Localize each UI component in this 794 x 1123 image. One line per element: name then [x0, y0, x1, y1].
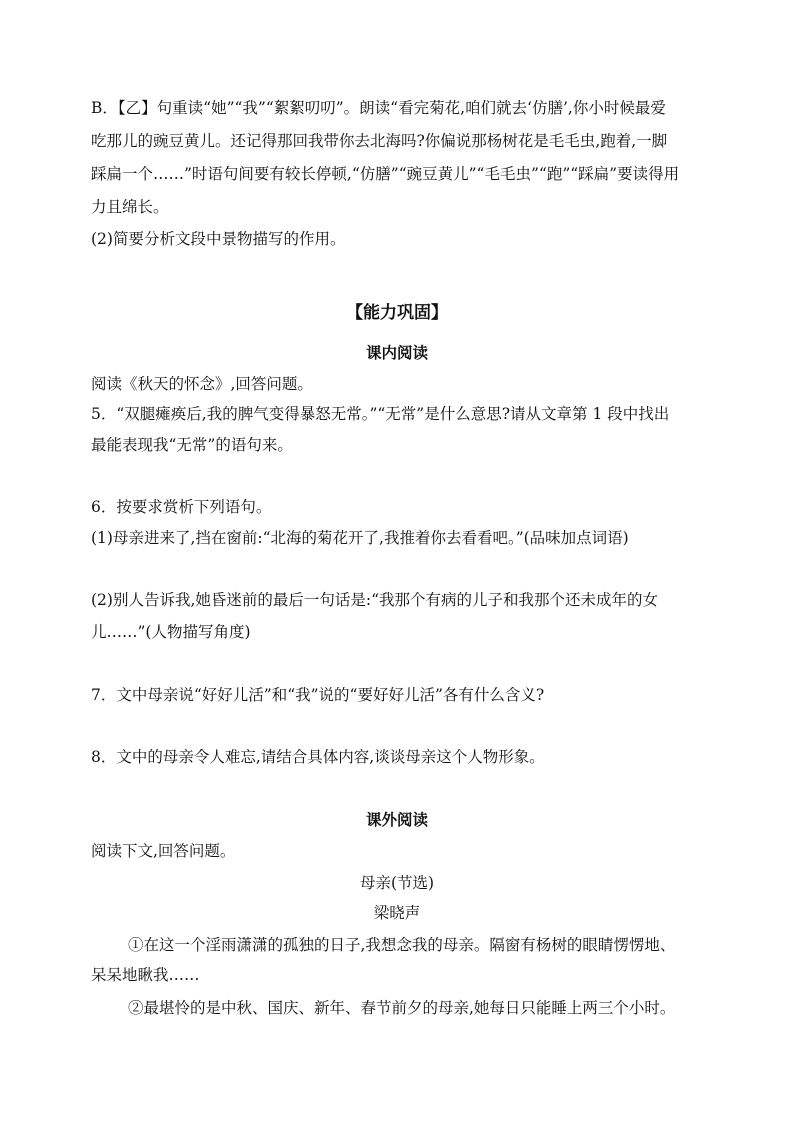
- question-5-line-2: 最能表现我“无常”的语句来。: [91, 436, 293, 454]
- option-b-line-1: B．【乙】句重读“她”“我”“絮絮叨叨”。朗读“看完菊花,咱们就去‘仿膳’,你小时候最爱: [91, 99, 666, 117]
- question-7: 7．文中母亲说“好好儿活”和“我”说的“要好好儿活”各有什么含义?: [91, 686, 545, 704]
- inclass-intro: 阅读《秋天的怀念》,回答问题。: [91, 375, 313, 393]
- article-paragraph-1-line-1: ①在这一个淫雨潇潇的孤独的日子,我想念我的母亲。隔窗有杨树的眼睛愣愣地、: [128, 936, 676, 954]
- question-5-line-1: 5．“双腿瘫痪后,我的脾气变得暴怒无常。”“无常”是什么意思?请从文章第 1 段中找出: [91, 405, 670, 423]
- outclass-intro: 阅读下文,回答问题。: [91, 842, 236, 860]
- option-b-line-3: 踩扁一个……”时语句间要有较长停顿,“仿膳”“豌豆黄儿”“毛毛虫”“跑”“踩扁”要读得用: [91, 165, 680, 183]
- section-title: 【能力巩固】: [346, 303, 448, 323]
- question-6: 6．按要求赏析下列语句。: [91, 498, 272, 516]
- article-title: 母亲(节选): [359, 874, 435, 892]
- article-paragraph-1-line-2: 呆呆地瞅我……: [91, 966, 200, 984]
- question-6-2-line-1: (2)别人告诉我,她昏迷前的最后一句话是:“我那个有病的儿子和我那个还未成年的女: [91, 591, 659, 609]
- option-b-line-4: 力且绵长。: [91, 198, 169, 216]
- outclass-reading-heading: 课外阅读: [365, 810, 428, 829]
- question-6-2-line-2: 儿……”(人物描写角度): [91, 623, 251, 641]
- option-b-line-2: 吃那儿的豌豆黄儿。还记得那回我带你去北海吗?你偏说那杨树花是毛毛虫,跑着,一脚: [91, 132, 668, 150]
- question-6-1: (1)母亲进来了,挡在窗前:“北海的菊花开了,我推着你去看看吧。”(品味加点词语): [91, 529, 629, 547]
- article-paragraph-2-line-1: ②最堪怜的是中秋、国庆、新年、春节前夕的母亲,她每日只能睡上两三个小时。: [128, 999, 676, 1017]
- question-8: 8．文中的母亲令人难忘,请结合具体内容,谈谈母亲这个人物形象。: [91, 748, 545, 766]
- question-2-2: (2)简要分析文段中景物描写的作用。: [91, 230, 346, 248]
- article-author: 梁晓声: [373, 904, 421, 922]
- inclass-reading-heading: 课内阅读: [365, 343, 428, 362]
